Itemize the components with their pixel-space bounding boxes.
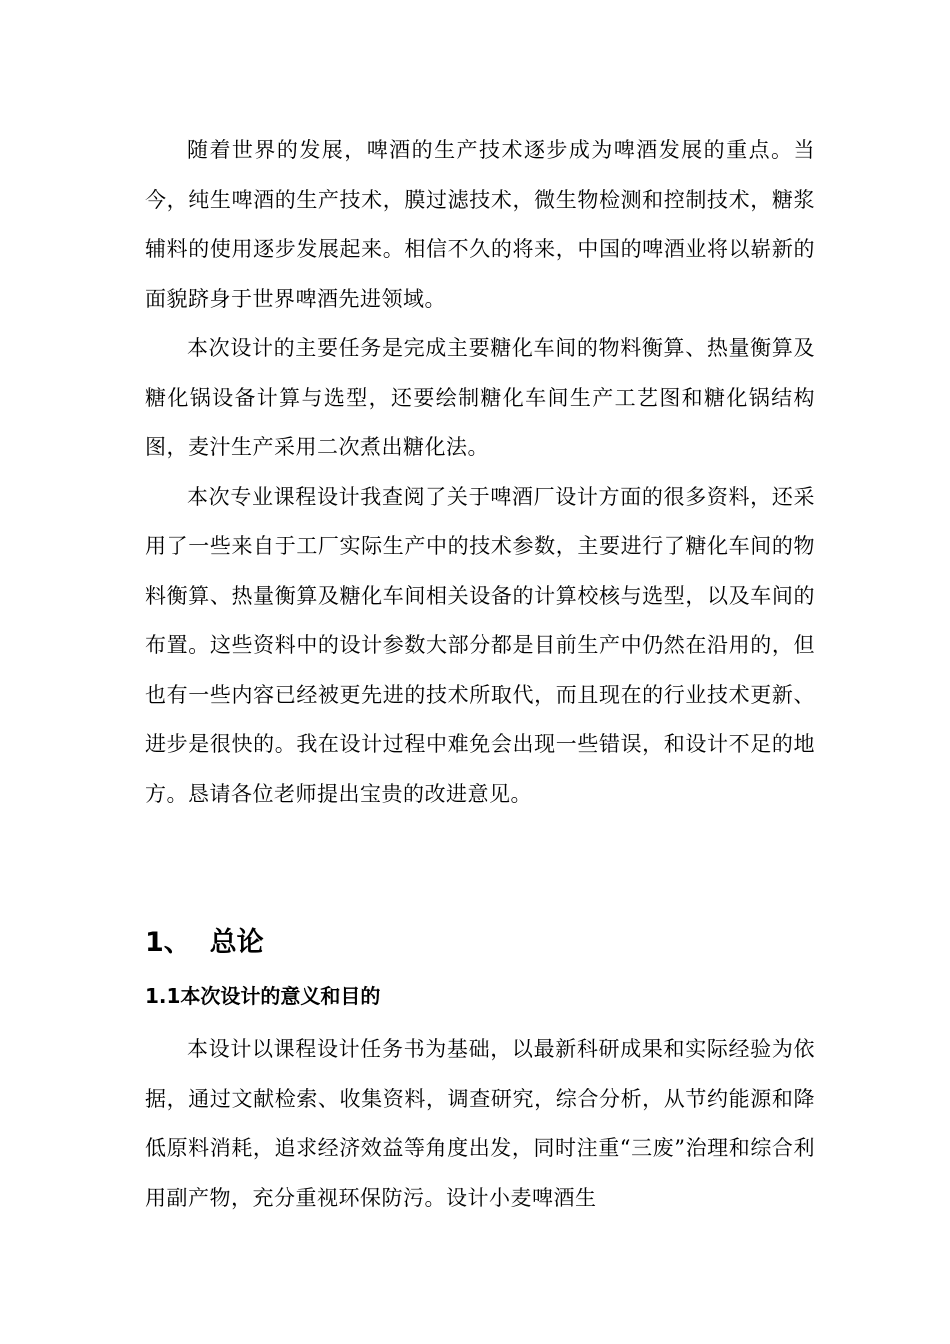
section-1-heading: 1、 总论 — [145, 927, 264, 958]
subsection-1-1-heading: 1.1本次设计的意义和目的 — [145, 984, 381, 1008]
intro-paragraph-3: 本次专业课程设计我查阅了关于啤酒厂设计方面的很多资料，还采用了一些来自于工厂实际生产中的技术参数，主要进行了糖化车间的物料衡算、热量衡算及糖化车间相关设备的计算校核与选型，以及车间的布置。这些资料中的设计参数大部分都是目前生产中仍然在沿用的，但也有一些内容已经被更先进的技术所取代，而且现在的行业技术更新、进步是很快的。我在设计过程中难免会出现一些错误，和设计不足的地方。恳请各位老师提出宝贵的改进意见。 — [145, 484, 815, 806]
intro-paragraph-2: 本次设计的主要任务是完成主要糖化车间的物料衡算、热量衡算及糖化锅设备计算与选型，还要绘制糖化车间生产工艺图和糖化锅结构图，麦汁生产采用二次煮出糖化法。 — [145, 336, 815, 459]
subsection-1-1-body — [145, 1025, 815, 1223]
intro-section — [145, 126, 815, 819]
intro-paragraph-1: 随着世界的发展，啤酒的生产技术逐步成为啤酒发展的重点。当今，纯生啤酒的生产技术，膜过滤技术，微生物检测和控制技术，糖浆辅料的使用逐步发展起来。相信不久的将来，中国的啤酒业将以崭新的面貌跻身于世界啤酒先进领域。 — [145, 138, 815, 311]
subsection-1-1-paragraph: 本设计以课程设计任务书为基础，以最新科研成果和实际经验为依据，通过文献检索、收集资料，调查研究，综合分析，从节约能源和降低原料消耗，追求经济效益等角度出发，同时注重“三废”治理和综合利用副产物，充分重视环保防污。设计小麦啤酒生 — [145, 1037, 815, 1210]
